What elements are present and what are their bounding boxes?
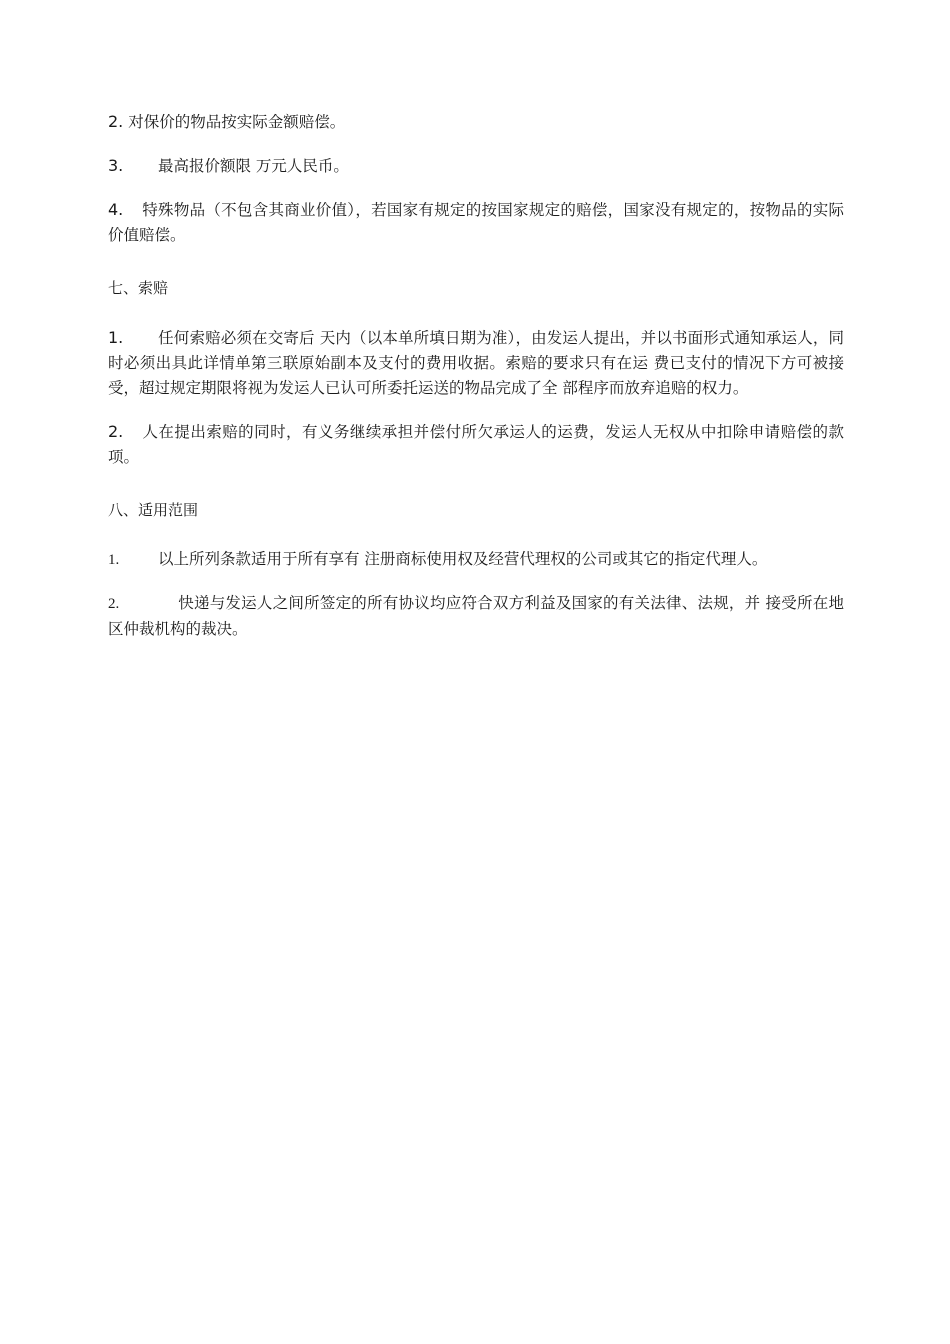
clause-number: 2. [108, 422, 124, 441]
clause-c1 [108, 547, 844, 573]
clause-text: 以上所列条款适用于所有享有 注册商标使用权及经营代理权的公司或其它的指定代理人。 [158, 550, 768, 568]
clause-text: 对保价的物品按实际金额赔偿。 [128, 113, 346, 131]
clause-text: 快递与发运人之间所签定的所有协议均应符合双方利益及国家的有关法律、法规，并 接受所在地区仲裁机构的裁决。 [108, 594, 844, 638]
clause-number: 1. [108, 552, 120, 568]
clause-number: 3. [108, 156, 124, 175]
clause-text: 最高报价额限 万元人民币。 [158, 157, 349, 175]
clause-number: 1. [108, 328, 124, 347]
section-heading-claims: 七、索赔 [108, 279, 169, 297]
document-body [108, 109, 844, 660]
clause-b2 [108, 419, 844, 470]
clause-text: 任何索赔必须在交寄后 天内（以本单所填日期为准），由发运人提出，并以书面形式通知承运人，同时必须出具此详情单第三联原始副本及支付的费用收据。索赔的要求只有在运 费已支付的情况下方可被接受，超过规定期限将视为发运人已认可所委托运送的物品完成了全 部程序而放弃追赔的权力。 [108, 329, 844, 397]
clause-a4 [108, 197, 844, 248]
clause-text: 特殊物品（不包含其商业价值），若国家有规定的按国家规定的赔偿，国家没有规定的，按物品的实际价值赔偿。 [108, 201, 844, 244]
clause-c2 [108, 591, 844, 642]
clause-number: 4. [108, 200, 124, 219]
clause-number: 2. [108, 112, 124, 131]
clause-text: 人在提出索赔的同时，有义务继续承担并偿付所欠承运人的运费，发运人无权从中扣除申请赔偿的款项。 [108, 423, 844, 466]
clause-a2 [108, 109, 844, 135]
clause-number: 2. [108, 596, 120, 612]
section-heading-scope: 八、适用范围 [108, 501, 199, 519]
clause-b1 [108, 325, 844, 401]
clause-a3 [108, 153, 844, 179]
